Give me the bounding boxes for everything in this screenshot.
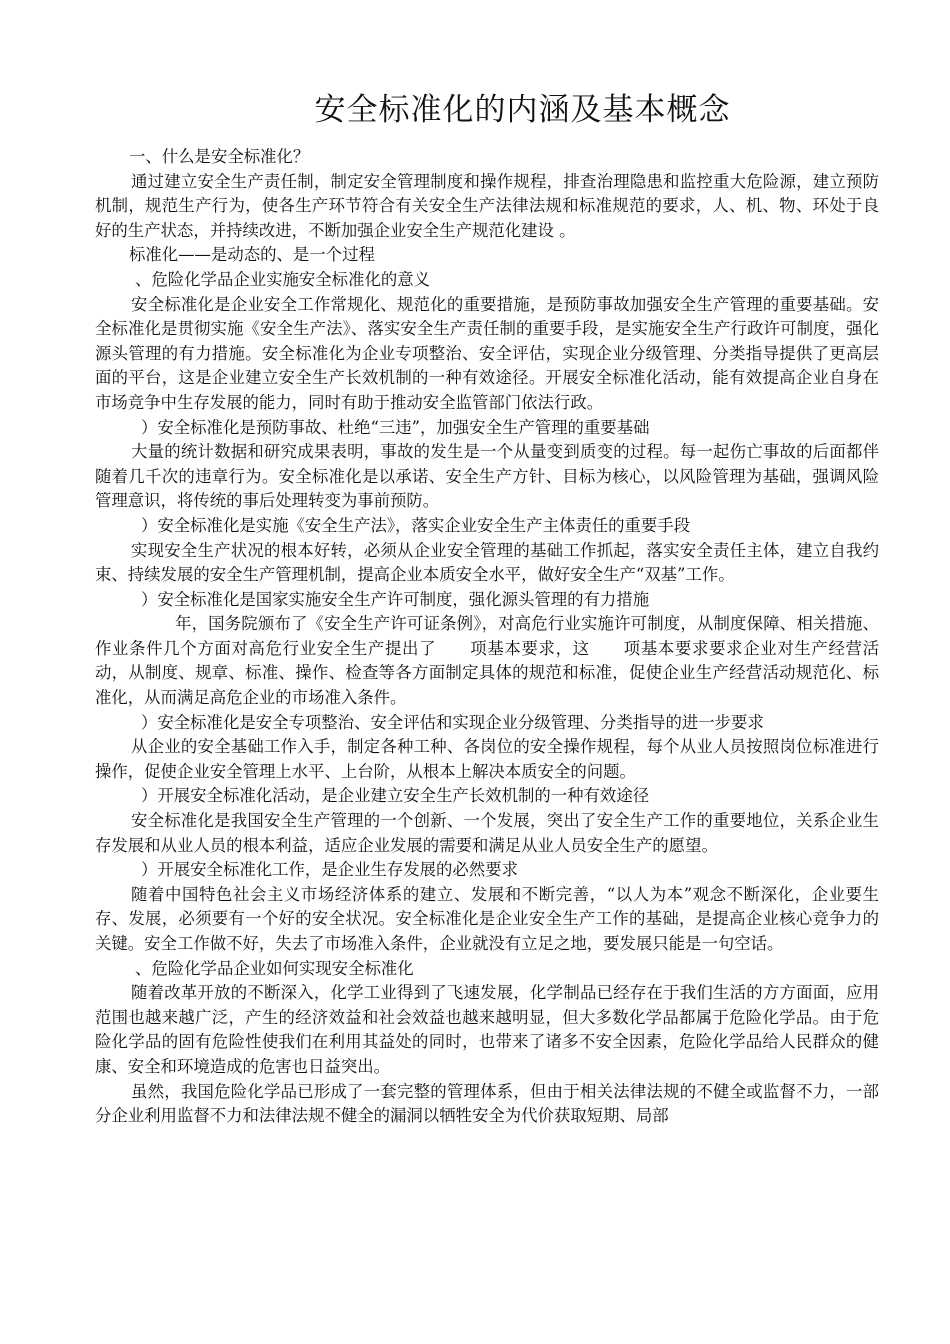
document-title: 安全标准化的内涵及基本概念	[314, 92, 731, 128]
body-paragraph: 年，国务院颁布了《安全生产许可证条例》，对高危行业实施许可制度，从制度保障、相关措施、作业条件几个方面对高危行业安全生产提出了 项基本要求，这 项基本要求要求企业对生产经营活动，从制度、规章、标准、操作、检查等各方面制定具体的规范和标准，促使企业生产经营活动规范化、标准化，从而满足高危企业的市场准入条件。	[95, 614, 879, 708]
body-paragraph: 虽然，我国危险化学品已形成了一套完整的管理体系，但由于相关法律法规的不健全或监督不力，一部分企业利用监督不力和法律法规不健全的漏洞以牺牲安全为代价获取短期、局部	[95, 1081, 879, 1126]
subsection-heading: ）安全标准化是安全专项整治、安全评估和实现企业分级管理、分类指导的进一步要求	[141, 712, 764, 732]
subsection-heading: ）开展安全标准化活动，是企业建立安全生产长效机制的一种有效途径	[141, 786, 650, 806]
document-body	[95, 145, 879, 1129]
section-note: 标准化——是动态的、是一个过程	[129, 245, 375, 265]
subsection-heading: ）安全标准化是预防事故、杜绝“三违”，加强安全生产管理的重要基础	[141, 417, 650, 437]
section-heading: 一、什么是安全标准化？	[129, 147, 310, 166]
section-heading: 、危险化学品企业实施安全标准化的意义	[135, 269, 431, 289]
body-paragraph: 从企业的安全基础工作入手，制定各种工种、各岗位的安全操作规程，每个从业人员按照岗位标准进行操作，促使企业安全管理上水平、上台阶，从根本上解决本质安全的问题。	[95, 737, 879, 781]
section-heading: 、危险化学品企业如何实现安全标准化	[135, 958, 414, 978]
body-paragraph: 通过建立安全生产责任制，制定安全管理制度和操作规程，排查治理隐患和监控重大危险源，建立预防机制，规范生产行为，使各生产环节符合有关安全生产法律法规和标准规范的要求，人、机、物、环处于良好的生产状态，并持续改进，不断加强企业安全生产规范化建设 。	[95, 171, 879, 240]
body-paragraph: 实现安全生产状况的根本好转，必须从企业安全管理的基础工作抓起，落实安全责任主体，建立自我约束、持续发展的安全生产管理机制，提高企业本质安全水平，做好安全生产“双基”工作。	[95, 540, 879, 585]
subsection-heading: ）安全标准化是实施《安全生产法》，落实企业安全生产主体责任的重要手段	[141, 515, 691, 535]
body-paragraph: 大量的统计数据和研究成果表明，事故的发生是一个从量变到质变的过程。每一起伤亡事故的后面都伴随着几千次的违章行为。安全标准化是以承诺、安全生产方针、目标为核心，以风险管理为基础，强调风险管理意识，将传统的事后处理转变为事前预防。	[95, 442, 879, 511]
body-paragraph: 安全标准化是企业安全工作常规化、规范化的重要措施，是预防事故加强安全生产管理的重要基础。安全标准化是贯彻实施《安全生产法》、落实安全生产责任制的重要手段，是实施安全生产行政许可制度，强化源头管理的有力措施。安全标准化为企业专项整治、安全评估，实现企业分级管理、分类指导提供了更高层面的平台，这是企业建立安全生产长效机制的一种有效途径。开展安全标准化活动，能有效提高企业自身在市场竞争中生存发展的能力，同时有助于推动安全监管部门依法行政。	[95, 294, 879, 412]
subsection-heading: ）开展安全标准化工作，是企业生存发展的必然要求	[141, 860, 518, 880]
body-paragraph: 安全标准化是我国安全生产管理的一个创新、一个发展，突出了安全生产工作的重要地位，关系企业生存发展和从业人员的根本利益，适应企业发展的需要和满足从业人员安全生产的愿望。	[95, 811, 879, 855]
body-paragraph: 随着中国特色社会主义市场经济体系的建立、发展和不断完善，“以人为本”观念不断深化，企业要生存、发展，必须要有一个好的安全状况。安全标准化是企业安全生产工作的基础，是提高企业核心竞争力的关键。安全工作做不好，失去了市场准入条件，企业就没有立足之地，要发展只能是一句空话。	[95, 884, 879, 953]
subsection-heading: ）安全标准化是国家实施安全生产许可制度，强化源头管理的有力措施	[141, 589, 650, 609]
body-paragraph: 随着改革开放的不断深入，化学工业得到了飞速发展，化学制品已经存在于我们生活的方方面面，应用范围也越来越广泛，产生的经济效益和社会效益也越来越明显，但大多数化学品都属于危险化学品。由于危险化学品的固有危险性使我们在利用其益处的同时，也带来了诸多不安全因素，危险化学品给人民群众的健康、安全和环境造成的危害也日益突出。	[95, 983, 879, 1076]
